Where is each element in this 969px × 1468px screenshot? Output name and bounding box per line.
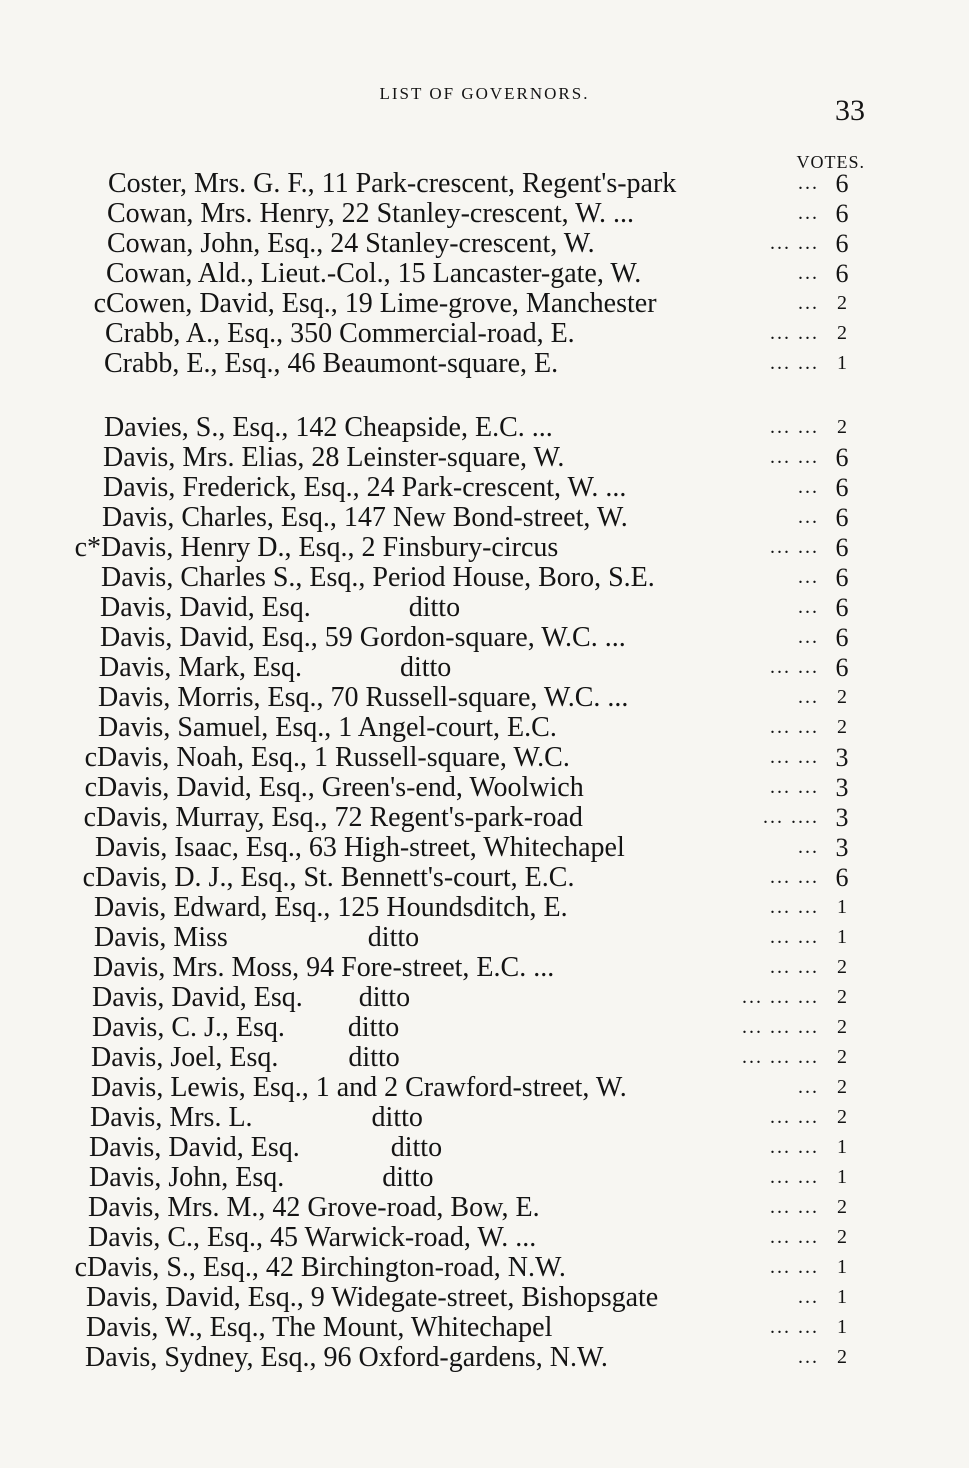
- leader-dots: ... ...: [770, 1226, 819, 1248]
- entry-name-address: Davis, David, Esq., 59 Gordon-square, W.C. ...: [100, 622, 626, 653]
- governor-entry: [0, 1042, 969, 1073]
- entry-name-address: Davis, John, Esq. ditto: [89, 1162, 434, 1193]
- governor-entry: [0, 922, 969, 953]
- entry-name-address: Davis, Mrs. L. ditto: [90, 1102, 423, 1133]
- entry-votes: 1: [837, 896, 847, 918]
- entry-votes: 6: [835, 199, 849, 228]
- governor-entry: [0, 318, 969, 349]
- entry-votes: 2: [837, 1016, 847, 1038]
- governor-entry: [0, 562, 969, 593]
- entry-name-address: Davis, Miss ditto: [94, 922, 420, 953]
- entry-votes: 6: [835, 443, 849, 472]
- entry-name-address: Davis, Morris, Esq., 70 Russell-square, W.C. ...: [98, 682, 629, 713]
- entry-votes: 6: [835, 563, 849, 592]
- entry-name-address: Davis, W., Esq., The Mount, Whitechapel: [86, 1312, 553, 1343]
- entry-name-address: Davies, S., Esq., 142 Cheapside, E.C. ...: [104, 412, 553, 443]
- entry-votes: 1: [837, 1166, 847, 1188]
- leader-dots: ... ...: [770, 746, 819, 768]
- governor-entry: [0, 228, 969, 259]
- entry-name-address: Davis, Frederick, Esq., 24 Park-crescent, W. ...: [103, 472, 627, 503]
- governor-entry: [0, 532, 969, 563]
- entry-votes: 1: [837, 352, 847, 374]
- entry-votes: 1: [837, 926, 847, 948]
- entry-prefix: c: [83, 802, 96, 833]
- entry-name-address: Davis, Noah, Esq., 1 Russell-square, W.C.: [97, 742, 570, 773]
- entry-name-address: Davis, D. J., Esq., St. Bennett's-court, E.C.: [95, 862, 575, 893]
- entry-name-address: Davis, Mrs. Elias, 28 Leinster-square, W.: [103, 442, 565, 473]
- governor-entry: [0, 622, 969, 653]
- leader-dots: ...: [798, 1346, 819, 1368]
- governor-entry: [0, 1312, 969, 1343]
- entry-votes: 2: [837, 986, 847, 1008]
- entry-votes: 2: [837, 292, 847, 314]
- leader-dots: ... ...: [770, 1256, 819, 1278]
- entry-name-address: Davis, Henry D., Esq., 2 Finsbury-circus: [101, 532, 559, 563]
- entry-votes: 6: [835, 503, 849, 532]
- votes-column-heading: VOTES.: [796, 152, 865, 172]
- leader-dots: ... ... ...: [742, 1016, 819, 1038]
- entry-votes: 1: [837, 1256, 847, 1278]
- governor-entry: [0, 1012, 969, 1043]
- leader-dots: ...: [798, 172, 819, 194]
- leader-dots: ...: [798, 292, 819, 314]
- entry-votes: 6: [835, 229, 849, 258]
- entry-name-address: Davis, Sydney, Esq., 96 Oxford-gardens, N.W.: [85, 1342, 608, 1373]
- governor-entry: [0, 802, 969, 833]
- entry-name-address: Davis, Edward, Esq., 125 Houndsditch, E.: [94, 892, 568, 923]
- entry-name-address: Davis, Murray, Esq., 72 Regent's-park-road: [96, 802, 583, 833]
- leader-dots: ... ...: [770, 656, 819, 678]
- entry-votes: 3: [835, 743, 849, 772]
- entry-name-address: Davis, Joel, Esq. ditto: [91, 1042, 400, 1073]
- page-number: 33: [835, 94, 865, 127]
- governor-entry: [0, 892, 969, 923]
- leader-dots: ... ...: [770, 446, 819, 468]
- governor-entry: [0, 682, 969, 713]
- entry-votes: 6: [835, 593, 849, 622]
- entry-name-address: Davis, Mrs. M., 42 Grove-road, Bow, E.: [88, 1192, 540, 1223]
- governor-entry: [0, 862, 969, 893]
- entry-votes: 2: [837, 1226, 847, 1248]
- governor-entry: [0, 472, 969, 503]
- leader-dots: ... ...: [770, 232, 819, 254]
- entry-name-address: Davis, Mrs. Moss, 94 Fore-street, E.C. ...: [93, 952, 555, 983]
- governor-entry: [0, 592, 969, 623]
- leader-dots: ... ...: [770, 1316, 819, 1338]
- entry-votes: 2: [837, 1046, 847, 1068]
- governor-entry: [0, 982, 969, 1013]
- leader-dots: ... ... ...: [742, 986, 819, 1008]
- entry-votes: 1: [837, 1286, 847, 1308]
- leader-dots: ...: [798, 596, 819, 618]
- entry-votes: 6: [835, 623, 849, 652]
- entry-votes: 2: [837, 716, 847, 738]
- governor-entry: [0, 1132, 969, 1163]
- leader-dots: ...: [798, 1286, 819, 1308]
- governor-entry: [0, 1162, 969, 1193]
- entry-votes: 6: [835, 863, 849, 892]
- entry-votes: 2: [837, 1196, 847, 1218]
- entry-name-address: Davis, David, Esq., Green's-end, Woolwich: [97, 772, 584, 803]
- entry-name-address: Crabb, E., Esq., 46 Beaumont-square, E.: [104, 348, 559, 379]
- governor-entry: [0, 502, 969, 533]
- leader-dots: ... ...: [770, 416, 819, 438]
- leader-dots: ...: [798, 1076, 819, 1098]
- governor-entry: [0, 198, 969, 229]
- leader-dots: ...: [798, 262, 819, 284]
- entry-name-address: Davis, David, Esq., 9 Widegate-street, Bishopsgate: [86, 1282, 659, 1313]
- governor-entry: [0, 1102, 969, 1133]
- leader-dots: ... ...: [770, 1196, 819, 1218]
- entry-votes: 6: [835, 653, 849, 682]
- entry-name-address: Davis, Isaac, Esq., 63 High-street, Whitechapel: [95, 832, 625, 863]
- leader-dots: ... ...: [770, 352, 819, 374]
- governor-entry: [0, 712, 969, 743]
- entry-votes: 6: [835, 259, 849, 288]
- governor-entry: [0, 258, 969, 289]
- governor-entry: [0, 1072, 969, 1103]
- governor-entry: [0, 1342, 969, 1373]
- leader-dots: ... ... ...: [742, 1046, 819, 1068]
- entry-name-address: Davis, Charles, Esq., 147 New Bond-street, W.: [102, 502, 628, 533]
- entry-votes: 2: [837, 1076, 847, 1098]
- entry-name-address: Davis, Charles S., Esq., Period House, Boro, S.E.: [101, 562, 655, 593]
- entry-prefix: c: [82, 862, 95, 893]
- entry-name-address: Crabb, A., Esq., 350 Commercial-road, E.: [105, 318, 575, 349]
- entry-name-address: Cowan, John, Esq., 24 Stanley-crescent, W.: [107, 228, 595, 259]
- governor-entry: [0, 168, 969, 199]
- entry-votes: 6: [835, 473, 849, 502]
- entry-name-address: Davis, C. J., Esq. ditto: [92, 1012, 400, 1043]
- entry-votes: 6: [835, 169, 849, 198]
- governor-entry: [0, 1192, 969, 1223]
- leader-dots: ...: [798, 202, 819, 224]
- leader-dots: ... ...: [770, 866, 819, 888]
- leader-dots: ... ...: [770, 956, 819, 978]
- running-header-title: LIST OF GOVERNORS.: [379, 84, 590, 103]
- entry-votes: 2: [837, 1346, 847, 1368]
- governor-entry: [0, 288, 969, 319]
- entry-votes: 2: [837, 956, 847, 978]
- leader-dots: ... ...: [770, 536, 819, 558]
- entry-votes: 1: [837, 1136, 847, 1158]
- entry-votes: 1: [837, 1316, 847, 1338]
- leader-dots: ... ...: [770, 1136, 819, 1158]
- entry-name-address: Davis, David, Esq. ditto: [100, 592, 461, 623]
- leader-dots: ...: [798, 626, 819, 648]
- governor-entry: [0, 742, 969, 773]
- entry-votes: 3: [835, 803, 849, 832]
- entry-prefix: c*: [74, 532, 101, 563]
- leader-dots: ... ...: [770, 322, 819, 344]
- governor-entry: [0, 412, 969, 443]
- leader-dots: ...: [798, 506, 819, 528]
- governor-entry: [0, 832, 969, 863]
- governor-entry: [0, 1222, 969, 1253]
- entry-name-address: Davis, Samuel, Esq., 1 Angel-court, E.C.: [98, 712, 557, 743]
- leader-dots: ... ...: [770, 926, 819, 948]
- leader-dots: ... ...: [770, 1106, 819, 1128]
- leader-dots: ...: [798, 566, 819, 588]
- governor-entry: [0, 442, 969, 473]
- entry-votes: 3: [835, 833, 849, 862]
- entry-name-address: Davis, David, Esq. ditto: [92, 982, 411, 1013]
- entry-name-address: Davis, Lewis, Esq., 1 and 2 Crawford-street, W.: [91, 1072, 627, 1103]
- entry-name-address: Cowan, Ald., Lieut.-Col., 15 Lancaster-gate, W.: [106, 258, 642, 289]
- entry-votes: 2: [837, 322, 847, 344]
- leader-dots: ... ...: [770, 896, 819, 918]
- leader-dots: ... ...: [770, 776, 819, 798]
- entry-name-address: Cowan, Mrs. Henry, 22 Stanley-crescent, W. ...: [107, 198, 634, 229]
- leader-dots: ...: [798, 476, 819, 498]
- governor-entry: [0, 1282, 969, 1313]
- entry-prefix: c: [84, 772, 97, 803]
- entry-prefix: c: [84, 742, 97, 773]
- leader-dots: ... ...: [770, 1166, 819, 1188]
- leader-dots: ... ...: [770, 716, 819, 738]
- governor-entry: [0, 348, 969, 379]
- governor-entry: [0, 1252, 969, 1283]
- entry-prefix: c: [93, 288, 106, 319]
- entry-votes: 6: [835, 533, 849, 562]
- entry-votes: 2: [837, 1106, 847, 1128]
- leader-dots: ...: [798, 836, 819, 858]
- leader-dots: ...: [798, 686, 819, 708]
- entry-name-address: Davis, S., Esq., 42 Birchington-road, N.W.: [87, 1252, 566, 1283]
- entry-name-address: Davis, David, Esq. ditto: [89, 1132, 443, 1163]
- entry-prefix: c: [74, 1252, 87, 1283]
- entry-name-address: Davis, Mark, Esq. ditto: [99, 652, 452, 683]
- entry-name-address: Davis, C., Esq., 45 Warwick-road, W. ...: [88, 1222, 537, 1253]
- governor-entry: [0, 772, 969, 803]
- governor-entry: [0, 652, 969, 683]
- governor-entry: [0, 952, 969, 983]
- entry-name-address: Coster, Mrs. G. F., 11 Park-crescent, Regent's-park: [108, 168, 677, 199]
- entry-votes: 3: [835, 773, 849, 802]
- entry-votes: 2: [837, 416, 847, 438]
- entry-name-address: Cowen, David, Esq., 19 Lime-grove, Manchester: [106, 288, 657, 319]
- entry-votes: 2: [837, 686, 847, 708]
- leader-dots: ... ....: [763, 806, 819, 828]
